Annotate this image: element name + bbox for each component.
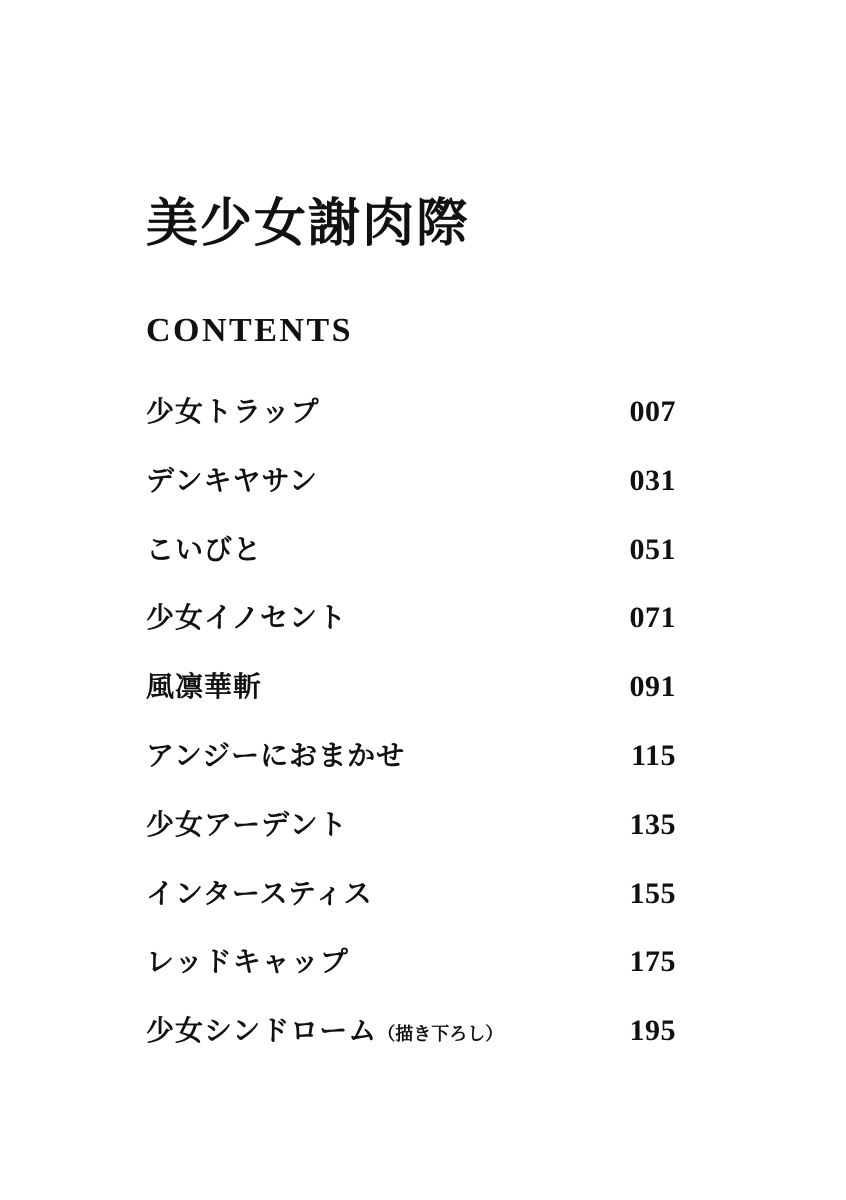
toc-entry-page: 135	[629, 807, 676, 841]
table-of-contents	[146, 392, 676, 1080]
toc-entry-page: 007	[629, 395, 676, 428]
toc-entry-page: 051	[629, 532, 676, 566]
toc-entry-8	[146, 874, 676, 943]
toc-entry-1	[146, 392, 676, 461]
toc-entry-page: 195	[629, 1014, 676, 1048]
toc-entry-title: 少女トラップ	[146, 395, 320, 428]
toc-entry-title: レッドキャップ	[146, 945, 349, 979]
toc-entry-3	[146, 530, 676, 599]
toc-entry-title: 少女イノセント	[146, 601, 348, 635]
toc-entry-page: 115	[631, 738, 676, 772]
toc-entry-10	[146, 1011, 676, 1080]
toc-entry-6	[146, 736, 676, 805]
toc-entry-page: 071	[629, 601, 676, 635]
book-title: 美少女謝肉際	[146, 193, 471, 254]
toc-entry-4	[146, 598, 676, 667]
toc-entry-page: 175	[629, 945, 676, 979]
toc-entry-title: インタースティス	[146, 876, 373, 910]
contents-heading: CONTENTS	[146, 312, 354, 349]
toc-entry-page: 031	[629, 463, 676, 497]
toc-entry-title: 少女シンドローム（描き下ろし）	[146, 1014, 504, 1048]
toc-entry-9	[146, 942, 676, 1011]
toc-entry-title: 少女アーデント	[146, 807, 348, 841]
toc-entry-page: 155	[629, 876, 676, 910]
toc-entry-7	[146, 805, 676, 874]
toc-entry-5	[146, 667, 676, 736]
toc-entry-title: デンキヤサン	[146, 463, 319, 497]
toc-entry-2	[146, 461, 676, 530]
toc-entry-title: 風凛華斬	[146, 670, 263, 704]
toc-entry-title: こいびと	[146, 532, 263, 566]
toc-entry-page: 091	[629, 670, 676, 704]
toc-entry-title: アンジーにおまかせ	[146, 738, 406, 772]
